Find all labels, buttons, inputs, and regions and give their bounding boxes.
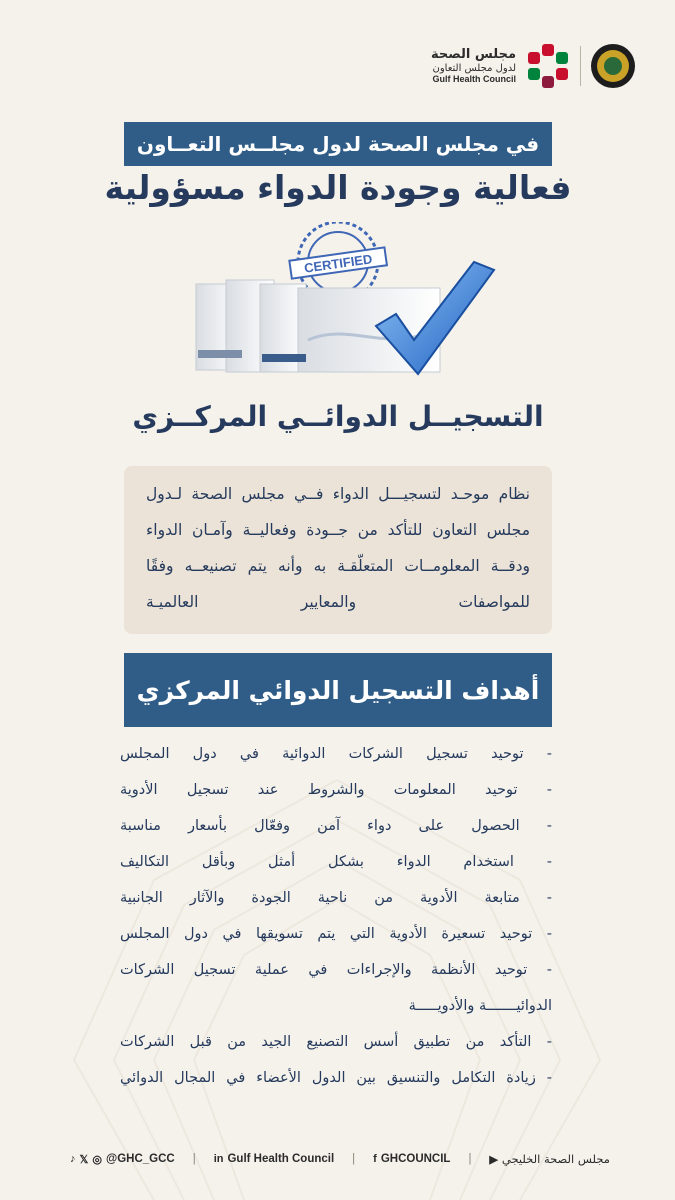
- goals-list: [120, 736, 552, 1096]
- logo-divider: [580, 46, 581, 86]
- org-sub-ar: لدول مجلس التعاون: [432, 62, 516, 74]
- list-item: - توحيد المعلومات والشروط عند تسجيل الأدوية: [120, 782, 552, 798]
- org-name-en: Gulf Health Council: [432, 74, 516, 85]
- gcc-seal-icon: [591, 44, 635, 88]
- page-title: فعالية وجودة الدواء مسؤولية: [104, 168, 572, 207]
- linkedin-text: Gulf Health Council: [227, 1153, 335, 1165]
- goals-banner: أهداف التسجيل الدوائي المركزي: [124, 653, 552, 727]
- list-item: - الحصول على دواء آمن وفعّال بأسعار مناسبة: [120, 818, 552, 834]
- list-item-continuation: الدوائيـــــــة والأدويـــــة: [408, 998, 552, 1014]
- facebook-link[interactable]: [373, 1153, 450, 1165]
- youtube-icon: ▶: [489, 1153, 498, 1166]
- list-item: - توحيد الأنظمة والإجراءات في عملية تسجيل الشركات: [120, 962, 552, 978]
- youtube-link[interactable]: [489, 1152, 610, 1166]
- handle-text: @GHC_GCC: [105, 1153, 175, 1165]
- list-item: - التأكد من تطبيق أسس التصنيع الجيد من قبل الشركات: [120, 1034, 552, 1050]
- facebook-icon: f: [373, 1153, 377, 1165]
- social-handle[interactable]: [70, 1153, 175, 1166]
- list-item: - استخدام الدواء بشكل أمثل وبأقل التكاليف: [120, 854, 552, 870]
- tiktok-icon: ♪: [70, 1153, 76, 1165]
- facebook-text: GHCOUNCIL: [380, 1153, 451, 1165]
- info-card: نظام موحـد لتسجيـــل الدواء فــي مجلس الصحة لـدول مجلس التعاون للتأكد من جــودة وفعاليــة وآمـان الدواء ودقــة المعلومــات المتعلّقـة به وأنه يتم تصنيعــه وفقًا للمواصفات والمعايير العالميـة: [124, 466, 552, 634]
- x-icon: 𝕏: [79, 1153, 89, 1166]
- footer: [70, 1148, 610, 1170]
- subtitle-banner: في مجلس الصحة لدول مجلــس التعــاون: [124, 122, 552, 166]
- footer-separator: |: [468, 1153, 472, 1165]
- list-item: - زيادة التكامل والتنسيق بين الدول الأعضاء في المجال الدوائي: [120, 1070, 552, 1086]
- youtube-text: مجلس الصحة الخليجي: [501, 1152, 610, 1166]
- list-item: - توحيد تسجيل الشركات الدوائية في دول المجلس: [120, 746, 552, 762]
- certified-medicine-illustration: [178, 222, 500, 382]
- header-logos: [431, 44, 635, 88]
- linkedin-icon: in: [213, 1153, 224, 1165]
- footer-separator: |: [192, 1153, 196, 1165]
- org-name-ar: مجلس الصحة: [430, 46, 516, 62]
- list-item: - متابعة الأدوية من ناحية الجودة والآثار الجانبية: [120, 890, 552, 906]
- linkedin-link[interactable]: [214, 1153, 334, 1165]
- gulf-health-council-logo-icon: [526, 44, 570, 88]
- list-item: - توحيد تسعيرة الأدوية التي يتم تسويقها في دول المجلس: [120, 926, 552, 942]
- org-name: [431, 48, 516, 85]
- stamp-text: CERTIFIED: [303, 251, 374, 276]
- instagram-icon: ◎: [92, 1153, 102, 1166]
- section-title: التسجيــل الدوائــي المركــزي: [132, 400, 544, 433]
- footer-separator: |: [352, 1153, 356, 1165]
